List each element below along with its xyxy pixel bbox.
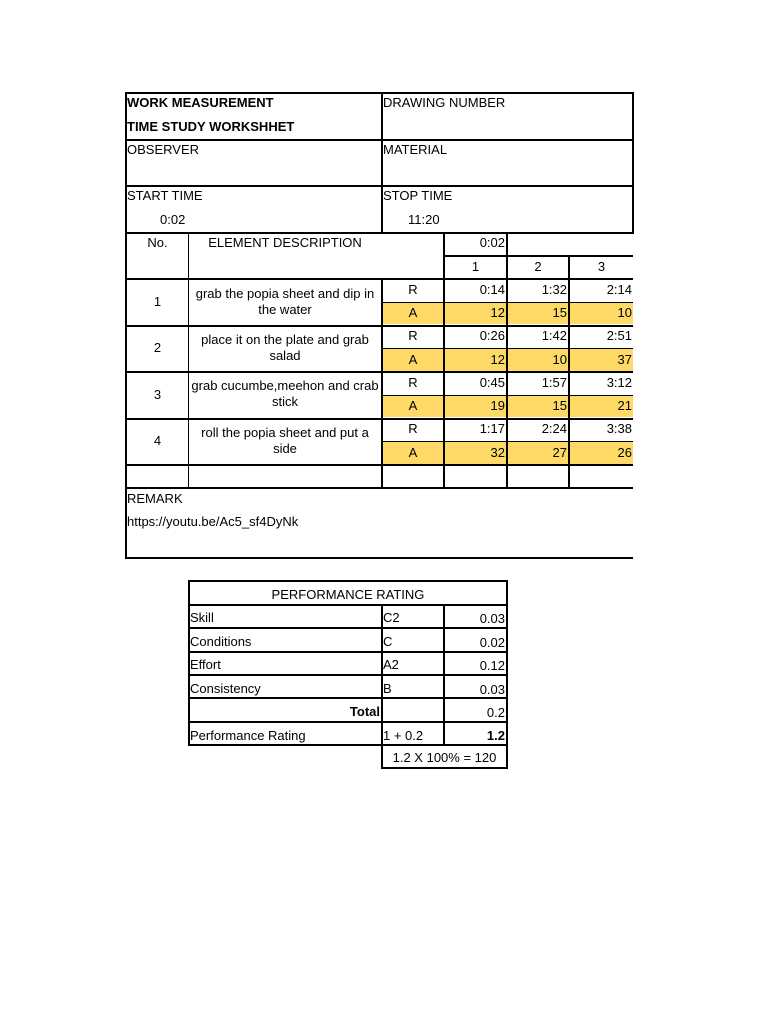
grid-line (381, 441, 633, 442)
worksheet-title-line1: WORK MEASUREMENT (127, 95, 274, 110)
element-description: grab the popia sheet and dip in the water (195, 286, 375, 317)
allowed-cell: 12 (490, 352, 505, 367)
grid-line (188, 580, 508, 582)
total-value: 0.2 (486, 705, 505, 720)
factor-value: 0.02 (479, 635, 505, 650)
stop-time-label: STOP TIME (383, 188, 453, 203)
grid-line (188, 674, 508, 676)
factor-grade: A2 (383, 657, 399, 672)
allowed-cell: 26 (617, 445, 632, 460)
grid-line (125, 418, 633, 420)
allowed-cell: 10 (617, 305, 632, 320)
allowed-label: A (408, 445, 418, 460)
stop-time-value: 11:20 (408, 212, 440, 227)
grid-line (125, 278, 633, 280)
reading-cell: 3:12 (606, 375, 632, 390)
allowed-label: A (408, 305, 418, 320)
allowed-cell: 19 (490, 398, 505, 413)
factor-label: Consistency (190, 681, 261, 696)
worksheet-title-line2: TIME STUDY WORKSHHET (127, 119, 295, 134)
grid-line (443, 255, 633, 257)
grid-line (125, 232, 633, 234)
no-column-header: No. (147, 235, 168, 250)
grid-line (632, 92, 634, 234)
start-time-label: START TIME (127, 188, 203, 203)
start-reading: 0:02 (479, 235, 505, 250)
element-description: place it on the plate and grab salad (201, 332, 369, 363)
grid-line (188, 721, 508, 723)
element-number: 3 (153, 387, 162, 402)
reading-cell: 1:57 (541, 375, 567, 390)
allowed-cell: 27 (552, 445, 567, 460)
grid-line (188, 744, 508, 746)
reading-cell: 2:14 (606, 282, 632, 297)
reading-cell: 2:24 (541, 421, 567, 436)
reading-cell: 3:38 (606, 421, 632, 436)
cycle-header-1: 1 (471, 259, 480, 274)
factor-label: Conditions (190, 634, 252, 649)
material-label: MATERIAL (383, 142, 448, 157)
grid-line (125, 139, 633, 141)
percent-formula: 1.2 X 100% = 120 (392, 750, 497, 765)
factor-label: Effort (190, 657, 221, 672)
factor-grade: B (383, 681, 392, 696)
remark-link[interactable]: https://youtu.be/Ac5_sf4DyNk (127, 514, 299, 529)
element-number: 2 (153, 340, 162, 355)
allowed-cell: 12 (490, 305, 505, 320)
reading-cell: 0:26 (479, 328, 505, 343)
grid-line (125, 185, 633, 187)
grid-line (381, 348, 633, 349)
grid-line (188, 627, 508, 629)
allowed-label: A (408, 352, 418, 367)
factor-value: 0.03 (479, 611, 505, 626)
remark-label: REMARK (127, 491, 183, 506)
grid-line (125, 92, 633, 94)
element-number: 4 (153, 433, 162, 448)
grid-line (381, 302, 633, 303)
reading-cell: 1:32 (541, 282, 567, 297)
element-description-header: ELEMENT DESCRIPTION (208, 235, 362, 250)
allowed-cell: 37 (617, 352, 632, 367)
performance-rating-title: PERFORMANCE RATING (271, 587, 425, 602)
factor-value: 0.12 (479, 658, 505, 673)
total-label: Total (349, 704, 380, 719)
cycle-header-2: 2 (534, 259, 542, 274)
grid-line (188, 604, 508, 606)
element-description: roll the popia sheet and put a side (201, 425, 369, 456)
grid-line (125, 464, 633, 466)
reading-cell: 0:14 (479, 282, 505, 297)
reading-label: R (408, 282, 418, 297)
performance-rating-label: Performance Rating (190, 728, 306, 743)
allowed-cell: 15 (552, 305, 567, 320)
reading-cell: 2:51 (606, 328, 632, 343)
reading-cell: 1:17 (479, 421, 505, 436)
grid-line (125, 557, 633, 559)
grid-line (188, 651, 508, 653)
reading-label: R (408, 421, 418, 436)
observer-label: OBSERVER (127, 142, 200, 157)
factor-value: 0.03 (479, 682, 505, 697)
reading-label: R (408, 328, 418, 343)
grid-line (125, 325, 633, 327)
allowed-cell: 21 (617, 398, 632, 413)
allowed-cell: 32 (490, 445, 505, 460)
grid-line (125, 487, 633, 489)
factor-grade: C2 (383, 610, 400, 625)
reading-cell: 1:42 (541, 328, 567, 343)
grid-line (381, 395, 633, 396)
grid-line (125, 371, 633, 373)
start-time-value: 0:02 (160, 212, 186, 227)
reading-label: R (408, 375, 418, 390)
performance-rating-formula: 1 + 0.2 (383, 728, 424, 743)
allowed-cell: 10 (552, 352, 567, 367)
allowed-cell: 15 (552, 398, 567, 413)
grid-line (506, 580, 508, 769)
grid-line (381, 92, 383, 234)
factor-grade: C (383, 634, 393, 649)
reading-cell: 0:45 (479, 375, 505, 390)
factor-label: Skill (190, 610, 214, 625)
performance-rating-value: 1.2 (486, 728, 505, 743)
cycle-header-3: 3 (597, 259, 606, 274)
element-description: grab cucumbe,meehon and crab stick (191, 378, 379, 409)
grid-line (381, 767, 508, 769)
element-number: 1 (153, 294, 162, 309)
allowed-label: A (408, 398, 418, 413)
drawing-number-label: DRAWING NUMBER (383, 95, 506, 110)
